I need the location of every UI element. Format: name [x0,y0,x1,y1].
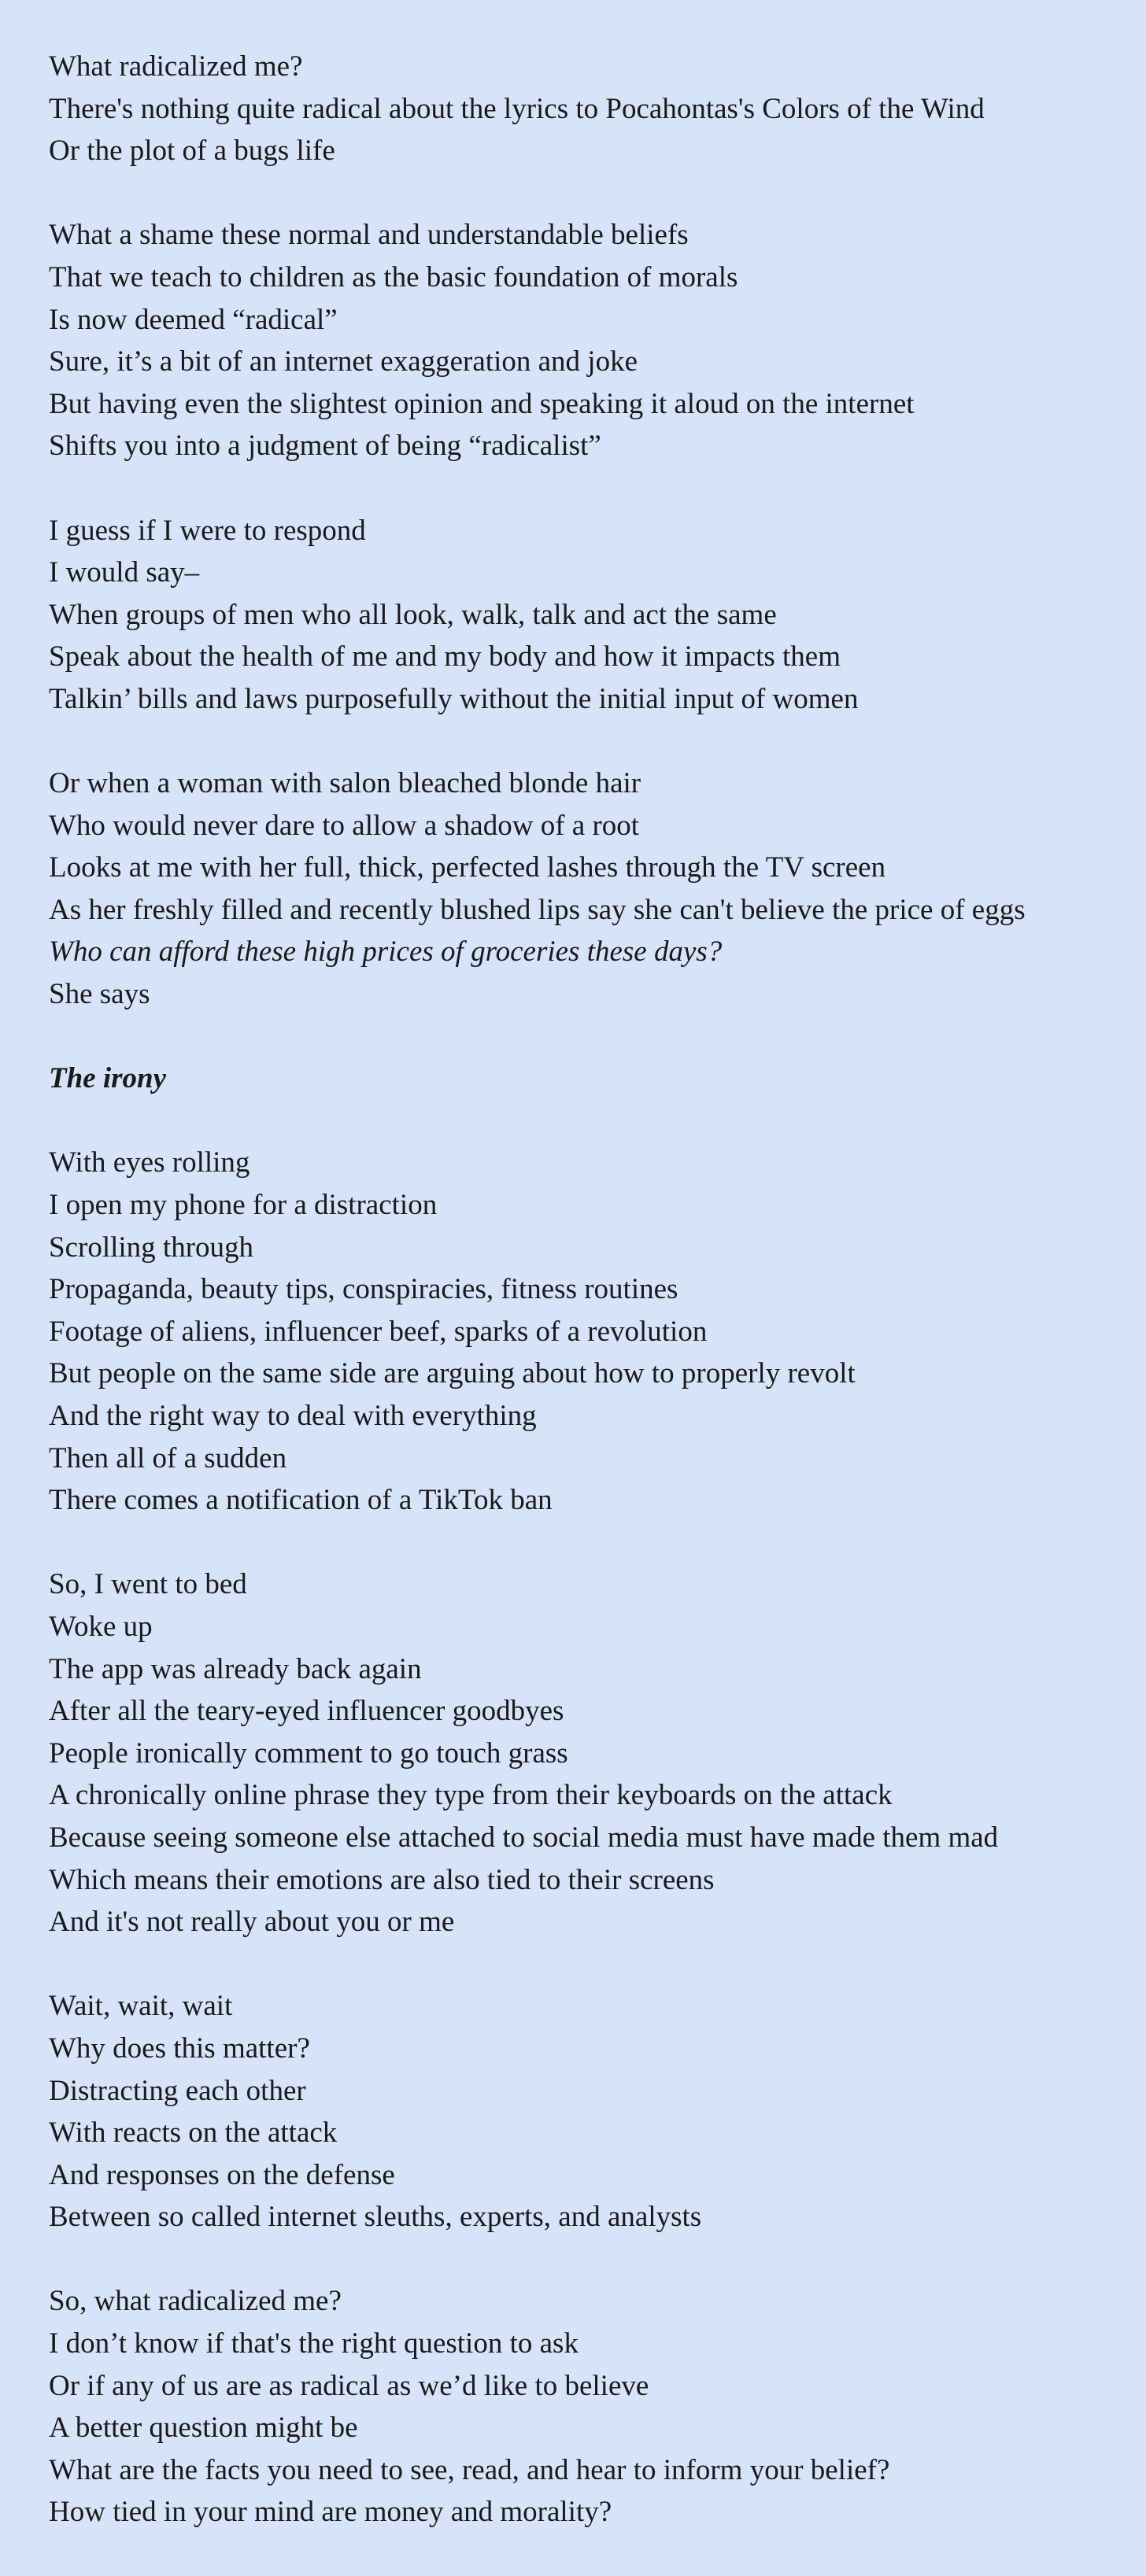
stanza [49,762,1135,1016]
poem-line: Looks at me with her full, thick, perfected lashes through the TV screen [49,851,886,884]
poem-line: There's nothing quite radical about the lyrics to Pocahontas's Colors of the Wind [49,92,985,125]
poem-body [49,46,1135,2576]
poem-line: With eyes rolling [49,1146,250,1179]
poem-line: Talkin’ bills and laws purposefully without the initial input of women [49,682,859,715]
stanza [49,510,1135,721]
poem-line: There comes a notification of a TikTok ban [49,1484,553,1517]
poem-line: Or when a woman with salon bleached blonde hair [49,767,641,800]
poem-line: How tied in your mind are money and morality? [49,2496,612,2529]
poem-line: Shifts you into a judgment of being “radicalist” [49,430,601,463]
poem-line: After all the teary-eyed influencer goodbyes [49,1695,564,1728]
poem-line: Or if any of us are as radical as we’d like to believe [49,2369,649,2402]
poem-line: Because seeing someone else attached to social media must have made them mad [49,1821,999,1854]
poem-line: When groups of men who all look, walk, talk and act the same [49,598,777,631]
stanza [49,1563,1135,1943]
poem-line: Wait, wait, wait [49,1990,233,2023]
poem-line: Sure, it’s a bit of an internet exaggeration and joke [49,345,638,378]
poem-line: I open my phone for a distraction [49,1189,438,1222]
poem-line: A better question might be [49,2412,358,2445]
poem-line: And responses on the defense [49,2158,395,2191]
poem-line: Then all of a sudden [49,1441,287,1474]
poem-line: Is now deemed “radical” [49,303,338,336]
poem-line: What a shame these normal and understandable beliefs [49,219,689,252]
poem-line: As her freshly filled and recently blushed lips say she can't believe the price of eggs [49,893,1026,926]
stanza [49,1057,1135,1100]
poem-line: Footage of aliens, influencer beef, sparks of a revolution [49,1315,708,1348]
poem-line: Distracting each other [49,2074,306,2107]
poem-line: That we teach to children as the basic foundation of morals [49,260,738,293]
poem-line: Between so called internet sleuths, experts, and analysts [49,2201,702,2234]
poem-line: Scrolling through [49,1231,254,1264]
poem-line: Speak about the health of me and my body and how it impacts them [49,640,841,674]
stanza [49,46,1135,172]
poem-line: With reacts on the attack [49,2117,338,2150]
poem-line: Woke up [49,1610,153,1643]
poem-line: People ironically comment to go touch grass [49,1736,568,1770]
stanza [49,2280,1135,2534]
poem-line: But having even the slightest opinion and speaking it aloud on the internet [49,387,915,420]
poem-line: And it's not really about you or me [49,1906,455,1939]
poem-line: So, what radicalized me? [49,2285,342,2318]
poem-line: I would say– [49,556,200,589]
poem-line: The irony [49,1062,167,1095]
stanza [49,1985,1135,2238]
stanza [49,1142,1135,1521]
poem-line: Propaganda, beauty tips, conspiracies, fitness routines [49,1273,678,1306]
poem-line: A chronically online phrase they type from their keyboards on the attack [49,1779,893,1812]
poem-line: What are the facts you need to see, read, and hear to inform your belief? [49,2453,890,2486]
poem-line: So, I went to bed [49,1568,247,1601]
poem-line: Who can afford these high prices of groceries these days? [49,936,723,969]
poem-line: The app was already back again [49,1652,422,1685]
poem-line: Why does this matter? [49,2032,310,2065]
poem-line: I guess if I were to respond [49,514,366,547]
poem-line: But people on the same side are arguing about how to properly revolt [49,1357,856,1390]
poem-line: What radicalized me? [49,50,303,83]
poem-line: She says [49,978,150,1011]
stanza [49,214,1135,467]
poem-line: Or the plot of a bugs life [49,135,335,168]
poem-line: I don’t know if that's the right question to ask [49,2327,579,2360]
poem-line: And the right way to deal with everything [49,1400,537,1432]
poem-line: Who would never dare to allow a shadow of a root [49,809,640,842]
poem-line: Which means their emotions are also tied to their screens [49,1863,715,1896]
